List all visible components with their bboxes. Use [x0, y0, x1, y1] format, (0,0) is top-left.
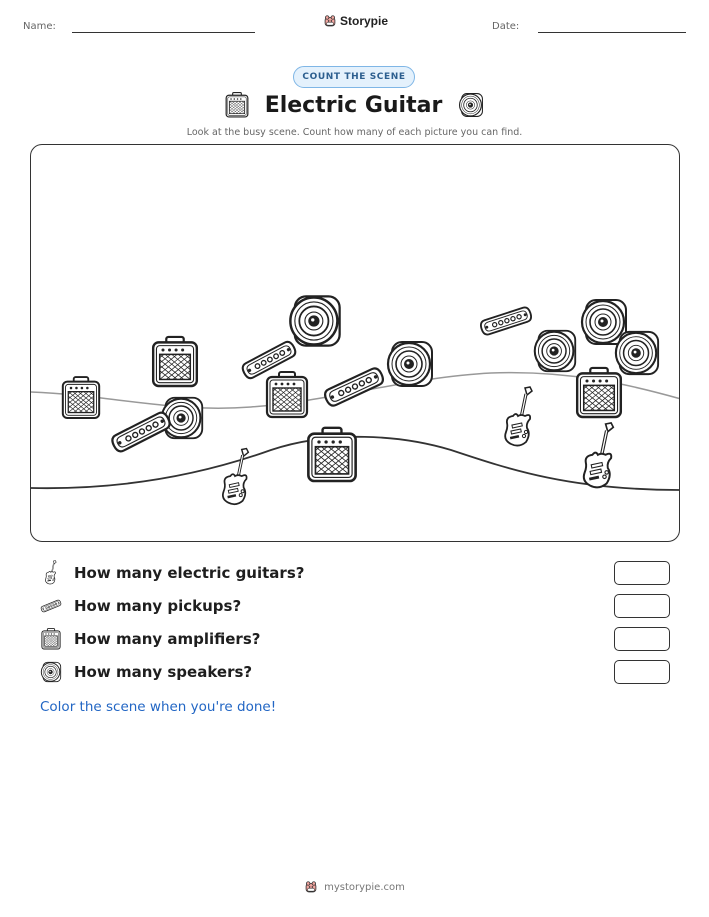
speaker-2 [388, 342, 432, 386]
speaker-icon [40, 661, 62, 683]
amplifier-1 [153, 337, 197, 386]
question-amplifiers [40, 626, 670, 652]
amplifier-icon [40, 628, 62, 650]
question-text: How many pickups? [74, 597, 242, 615]
instructions-subtitle: Look at the busy scene. Count how many of each picture you can find. [186, 127, 523, 138]
speaker-1 [290, 296, 339, 345]
amplifier-4 [308, 428, 355, 481]
pickup-2 [323, 366, 385, 407]
pickup-3 [110, 411, 172, 454]
speaker-6 [616, 332, 658, 374]
speaker-5 [535, 331, 575, 371]
amplifier-5 [577, 368, 621, 417]
storypie-mascot-icon [304, 880, 318, 894]
amplifier-2 [63, 377, 99, 418]
date-label: Date: [492, 21, 520, 32]
amplifier-icon [225, 92, 249, 118]
pickup-icon [40, 595, 62, 617]
brand-name: Storypie [340, 14, 389, 28]
question-guitars [40, 560, 670, 586]
question-text: How many electric guitars? [74, 564, 305, 582]
speaker-icon [458, 92, 484, 118]
footer-url: mystorypie.com [324, 881, 405, 893]
answer-box-amplifiers[interactable] [614, 627, 670, 651]
answer-box-pickups[interactable] [614, 594, 670, 618]
question-speakers [40, 659, 670, 685]
title-row [0, 92, 709, 118]
electric-guitar-3 [584, 423, 614, 487]
pickup-4 [479, 306, 532, 336]
speaker-4 [582, 300, 626, 344]
name-line[interactable] [72, 32, 255, 33]
color-instruction: Color the scene when you're done! [40, 699, 277, 715]
question-pickups [40, 593, 670, 619]
pickup-1 [241, 340, 298, 380]
busy-scene [30, 144, 680, 542]
electric-guitar-1 [223, 449, 248, 505]
page-title: Electric Guitar [264, 92, 443, 118]
name-label: Name: [23, 21, 56, 32]
amplifier-3 [267, 372, 307, 417]
question-text: How many speakers? [74, 663, 253, 681]
answer-box-speakers[interactable] [614, 660, 670, 684]
question-text: How many amplifiers? [74, 630, 261, 648]
electric-guitar-2 [505, 387, 532, 446]
date-line[interactable] [538, 32, 686, 33]
brand-logo [323, 14, 388, 28]
count-the-scene-badge: COUNT THE SCENE [293, 66, 415, 88]
footer [0, 880, 709, 894]
electric-guitar-icon [40, 562, 62, 584]
storypie-mascot-icon [323, 14, 337, 28]
answer-box-guitars[interactable] [614, 561, 670, 585]
